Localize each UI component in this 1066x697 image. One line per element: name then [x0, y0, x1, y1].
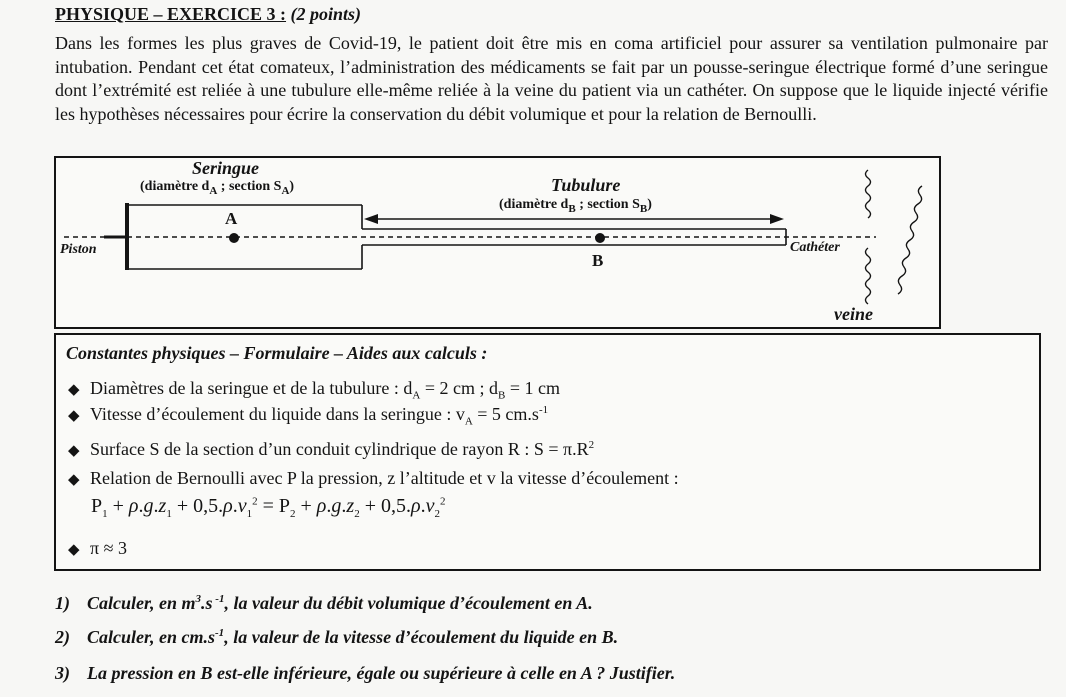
vein-label: veine	[834, 304, 873, 324]
point-b-label: B	[592, 251, 604, 270]
question-2: 2) Calculer, en $cm.s^{-1}$, la valeur de la vitesse d’écoulement du liquide en B.	[55, 627, 619, 647]
constants-box	[54, 333, 1041, 571]
bullet-velocity: ◆ Vitesse d’écoulement du liquide dans la seringue : $v_A = 5$ $cm.s^{-1}$	[68, 404, 549, 428]
bullet-diameters: ◆ Diamètres de la seringue et de la tubulure : $d_A = 2$ cm ; $d_B = 1$ cm	[68, 378, 560, 402]
bullet-diamond-icon: ◆	[68, 408, 80, 424]
arrow-left-head	[364, 214, 378, 224]
bullet-diamond-icon: ◆	[68, 472, 80, 488]
exercise-title-text: PHYSIQUE – EXERCICE 3 :	[55, 4, 287, 24]
arrow-right-head	[770, 214, 784, 224]
vein-wave	[898, 186, 922, 294]
piston-label: Piston	[60, 242, 97, 257]
bullet-diamond-icon: ◆	[68, 382, 80, 398]
exercise-points: (2 points)	[290, 4, 362, 24]
point-b-dot	[595, 233, 605, 243]
point-a-dot	[229, 233, 239, 243]
bullet-surface: ◆ Surface S de la section d’un conduit cylindrique de rayon R : $S = \pi.R^2$	[68, 439, 595, 459]
catheter-wave-top	[866, 170, 871, 218]
tubing-caption: (diamètre $d_B$ ; section $S_B$)	[499, 197, 652, 215]
syringe-caption: (diamètre $d_A$ ; section $S_A$)	[140, 179, 295, 197]
exercise-title	[55, 4, 361, 25]
question-1: 1) Calculer, en $m^3.s$ $^{-1}$, la valeur du débit volumique d’écoulement en A.	[55, 593, 593, 613]
point-a-label: A	[225, 209, 238, 228]
exercise-intro: Dans les formes les plus graves de Covid-19, le patient doit être mis en coma artificiel pour assurer sa ventilation pulmonaire par intubation. Pendant cet état comateux, l’administration des médicaments se fait par un pousse-seringue électrique formé d’une seringue dont l’extrémité est reliée à une tubulure elle-même reliée à la veine du patient via un cathéter. On suppose que le liquide injecté vérifie les hypothèses nécessaires pour écrire la conservation du débit volumique et pour la relation de Bernoulli.	[55, 33, 1048, 124]
catheter-wave-bottom	[866, 248, 871, 304]
tubing-label: Tubulure	[551, 175, 621, 195]
constants-heading: Constantes physiques – Formulaire – Aides aux calculs :	[66, 343, 488, 363]
question-3: 3) La pression en B est-elle inférieure, égale ou supérieure à celle en A ? Justifier.	[55, 663, 676, 683]
catheter-label: Cathéter	[790, 240, 840, 255]
bullet-pi: ◆ π ≈ 3	[68, 538, 127, 558]
bernoulli-equation: $P_1 + \rho.g.z_1 + 0,5.\rho.v_1^2 = P_2 + \rho.g.z_2 + 0,5.\rho.v_2^2$	[91, 495, 446, 520]
syringe-label: Seringue	[192, 158, 260, 178]
bullet-bernoulli: ◆ Relation de Bernoulli avec P la pression, z l’altitude et v la vitesse d’écoulement :	[68, 468, 679, 488]
syringe-diagram	[54, 156, 941, 329]
bullet-diamond-icon: ◆	[68, 542, 80, 558]
bullet-diamond-icon: ◆	[68, 443, 80, 459]
